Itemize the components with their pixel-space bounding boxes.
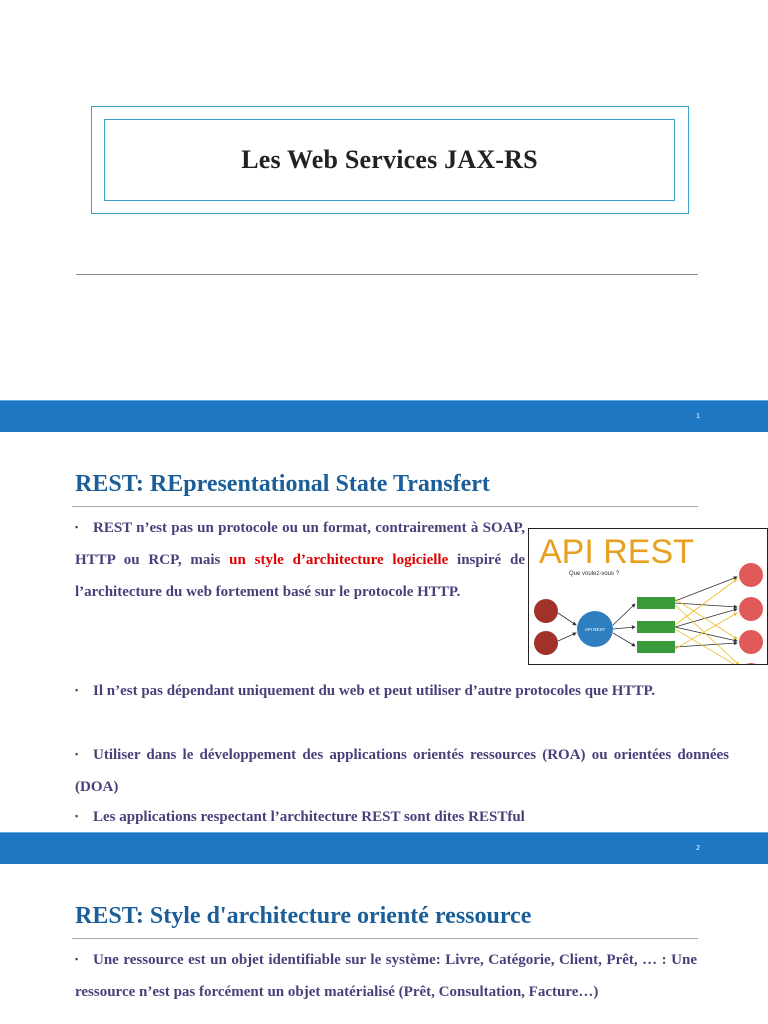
diagram-right-node bbox=[739, 630, 763, 654]
square-bullet-icon bbox=[75, 686, 83, 694]
bullet-text: inspiré de l’architecture du web fortement basé sur le protocole HTTP. bbox=[75, 552, 525, 600]
bullet-text: REST n’est pas un protocole ou un format, contrairement à SOAP, HTTP ou RCP, mais bbox=[75, 520, 525, 568]
heading-divider bbox=[72, 506, 698, 507]
page-number: 2 bbox=[696, 845, 700, 852]
bullet-paragraph bbox=[75, 801, 729, 833]
rest-definition-slide bbox=[0, 432, 768, 864]
diagram-right-node bbox=[739, 597, 763, 621]
diagram-middle-box bbox=[637, 641, 675, 653]
bullet-paragraph bbox=[75, 739, 729, 803]
presentation-title: Les Web Services JAX-RS bbox=[241, 145, 538, 174]
bullet-text: Une ressource est un objet identifiable sur le système: Livre, Catégorie, Client, Prêt, … : Une ressource n’est pas forcément un objet matérialisé (Prêt, Consultation, Facture…) bbox=[75, 952, 697, 1000]
diagram-subtitle: Que voulez-vous ? bbox=[569, 571, 620, 577]
rest-resource-slide bbox=[0, 864, 768, 1024]
title-divider bbox=[76, 274, 698, 275]
diagram-right-node bbox=[739, 563, 763, 587]
api-rest-diagram bbox=[528, 528, 768, 665]
bullet-paragraph bbox=[75, 944, 697, 1008]
square-bullet-icon bbox=[75, 523, 83, 531]
heading-divider bbox=[72, 938, 698, 939]
diagram-right-node bbox=[739, 663, 763, 664]
bullet-text: Il n’est pas dépendant uniquement du web et peut utiliser d’autre protocoles que HTTP. bbox=[93, 683, 656, 699]
slide-heading: REST: Style d'architecture orienté ressource bbox=[75, 903, 532, 929]
bullet-paragraph bbox=[75, 512, 525, 608]
slide-footer-bar bbox=[0, 832, 768, 864]
square-bullet-icon bbox=[75, 955, 83, 963]
diagram-center-label: API REST bbox=[584, 627, 606, 632]
slide-heading: REST: REpresentational State Transfert bbox=[75, 471, 490, 497]
highlight-text: un style d’architecture logicielle bbox=[229, 552, 449, 568]
diagram-left-node bbox=[534, 599, 558, 623]
diagram-left-node bbox=[534, 631, 558, 655]
diagram-middle-box bbox=[637, 597, 675, 609]
bullet-text: Utiliser dans le développement des applications orientés ressources (ROA) ou orientées données (DOA) bbox=[75, 747, 729, 795]
square-bullet-icon bbox=[75, 812, 83, 820]
title-frame-inner bbox=[104, 119, 675, 201]
api-rest-diagram-graphic bbox=[529, 529, 767, 664]
title-slide bbox=[0, 0, 768, 432]
diagram-arrows-secondary bbox=[675, 579, 739, 664]
diagram-title: API REST bbox=[539, 533, 694, 571]
page-number: 1 bbox=[696, 413, 700, 420]
slide-footer-bar bbox=[0, 400, 768, 432]
bullet-paragraph bbox=[75, 675, 729, 707]
square-bullet-icon bbox=[75, 750, 83, 758]
bullet-text: Les applications respectant l’architecture REST sont dites RESTful bbox=[93, 809, 525, 825]
diagram-middle-box bbox=[637, 621, 675, 633]
